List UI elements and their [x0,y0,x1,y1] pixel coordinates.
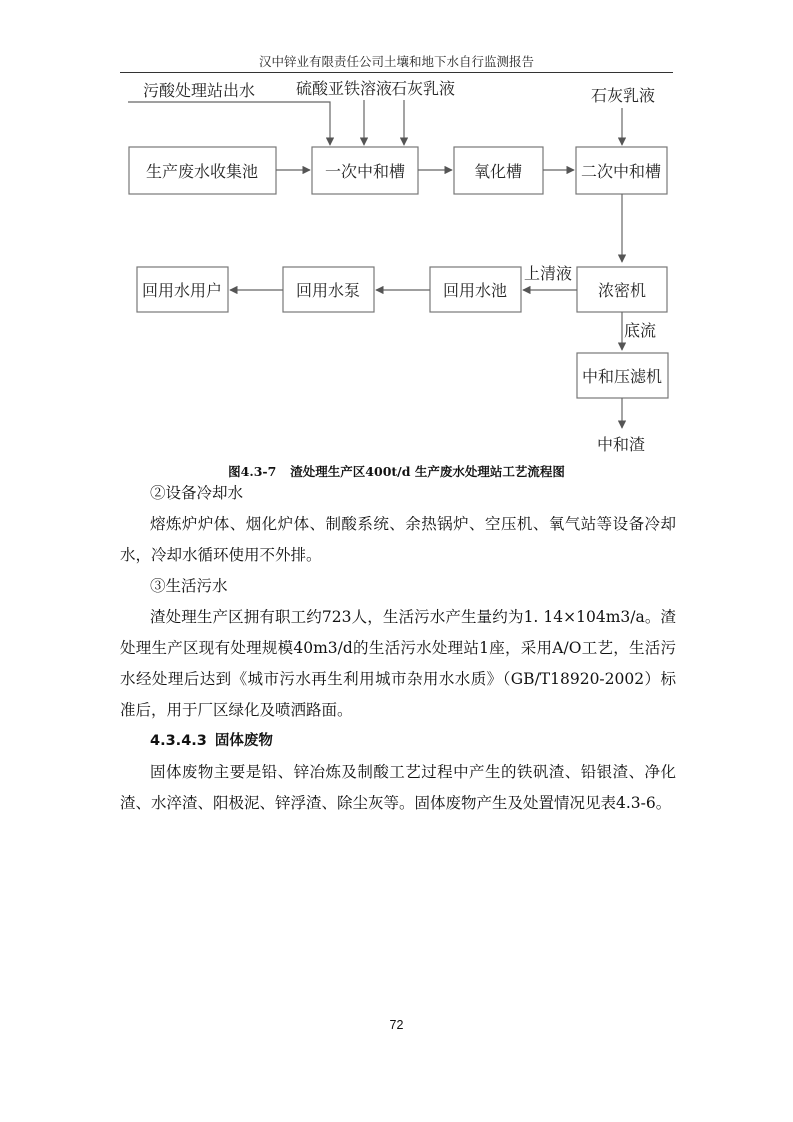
page-number: 72 [389,1018,404,1032]
box-reuse-pump [283,267,374,312]
input-lime-milk-1: 石灰乳液 [391,79,456,98]
paragraph-domestic-sewage: 渣处理生产区拥有职工约723人，生活污水产生量约为1. 14×104m3/a。渣处理生产区现有处理规模40m3/d的生活污水处理站1座，采用A/O工艺，生活污水经处理后达到《城市污水再生利用城市杂用水水质》（GB/T18920-2002）标准后，用于厂区绿化及喷洒路面。 [120,608,676,719]
box-reuse-pool [430,267,521,312]
input-lime-milk-2: 石灰乳液 [591,86,656,105]
svg-text:回用水用户: 回用水用户 [141,281,223,300]
figure-number: 图4.3-7 [228,464,277,479]
box-thickener [577,267,667,312]
svg-text:浓密机: 浓密机 [597,281,647,300]
subheading-domestic-sewage: ③生活污水 [150,577,228,595]
svg-text:二次中和槽: 二次中和槽 [580,162,662,181]
section-heading [120,726,676,757]
svg-text:生产废水收集池: 生产废水收集池 [145,162,259,181]
label-neutralization-slag: 中和渣 [596,435,646,454]
subheading-cooling-water: ②设备冷却水 [150,484,244,502]
svg-text:氧化槽: 氧化槽 [473,162,523,181]
figure-title: 渣处理生产区400t/d 生产废水处理站工艺流程图 [290,464,565,479]
svg-text:中和压滤机: 中和压滤机 [581,367,663,386]
section-title: 固体废物 [214,733,273,749]
input-ferrous-sulfate: 硫酸亚铁溶液 [296,79,393,98]
input-acid-station-water: 污酸处理站出水 [143,81,256,100]
svg-text:回用水池: 回用水池 [442,281,508,300]
box-second-neutralization [576,147,667,194]
box-first-neutralization [312,147,418,194]
box-collection-pool [129,147,276,194]
svg-text:一次中和槽: 一次中和槽 [324,162,406,181]
acid-water-arrow [128,102,330,145]
box-filter-press [577,353,668,398]
page-header: 汉中锌业有限责任公司土壤和地下水自行监测报告 [258,54,534,69]
section-number: 4.3.4.3 [150,733,207,749]
label-supernatant: 上清液 [524,264,573,283]
box-oxidation-tank [454,147,543,194]
label-underflow: 底流 [624,321,657,340]
body-content [120,478,676,819]
box-reuse-users [137,267,228,312]
input-arrows [128,100,622,145]
svg-text:回用水泵: 回用水泵 [295,281,361,300]
process-flowchart [0,0,793,460]
paragraph-cooling-water: 熔炼炉炉体、烟化炉体、制酸系统、余热锅炉、空压机、氧气站等设备冷却水，冷却水循环使用不外排。 [120,515,676,564]
paragraph-solid-waste: 固体废物主要是铅、锌冶炼及制酸工艺过程中产生的铁矾渣、铅银渣、净化渣、水淬渣、阳极泥、锌浮渣、除尘灰等。固体废物产生及处置情况见表4.3-6。 [120,763,676,812]
